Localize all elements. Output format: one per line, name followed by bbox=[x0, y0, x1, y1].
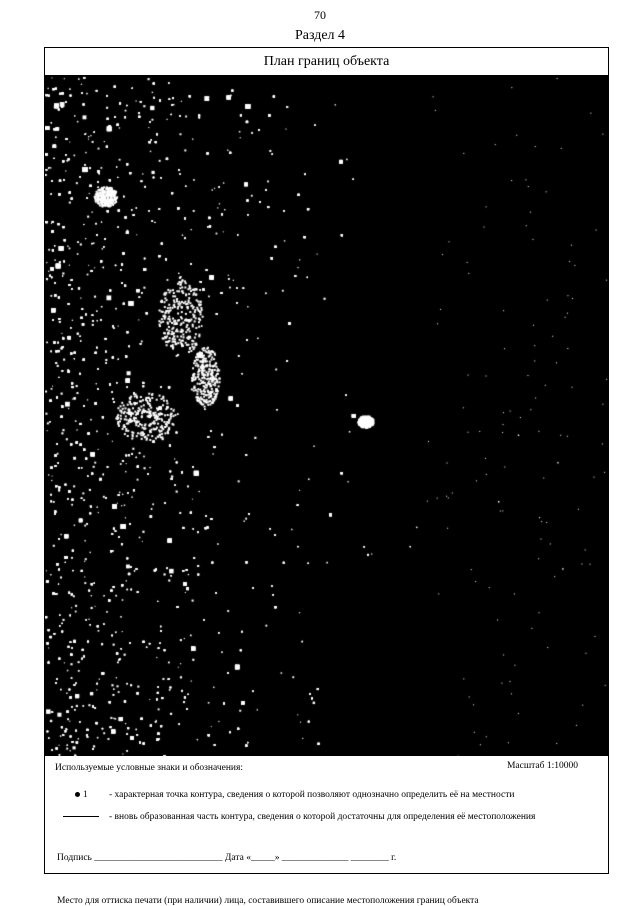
line-description: - вновь образованная часть контура, сведения о которой достаточны для определения её местоположения bbox=[109, 812, 536, 822]
scale-label: Масштаб 1:10000 bbox=[506, 761, 578, 771]
point-description: - характерная точка контура, сведения о которой позволяют однозначно определить её на местности bbox=[109, 790, 515, 800]
legend-section bbox=[45, 756, 608, 906]
point-symbol-label: 1 bbox=[83, 790, 88, 800]
legend-heading: Используемые условные знаки и обозначения: bbox=[55, 763, 244, 773]
signature-line: Подпись ___________________________ Дата «_____» ______________ ________ г. bbox=[57, 853, 397, 863]
plan-title: План границ объекта bbox=[45, 48, 608, 76]
satellite-image-icon bbox=[45, 76, 608, 756]
point-dot-icon bbox=[75, 792, 80, 797]
seal-line: Место для оттиска печати (при наличии) лица, составившего описание местоположения границ объекта bbox=[57, 896, 479, 906]
page-number: 70 bbox=[314, 8, 326, 22]
satellite-map bbox=[45, 76, 608, 756]
plan-frame bbox=[44, 47, 609, 906]
boundary-line-icon bbox=[63, 816, 99, 817]
section-title: Раздел 4 bbox=[294, 28, 346, 43]
point-symbol bbox=[75, 790, 103, 800]
